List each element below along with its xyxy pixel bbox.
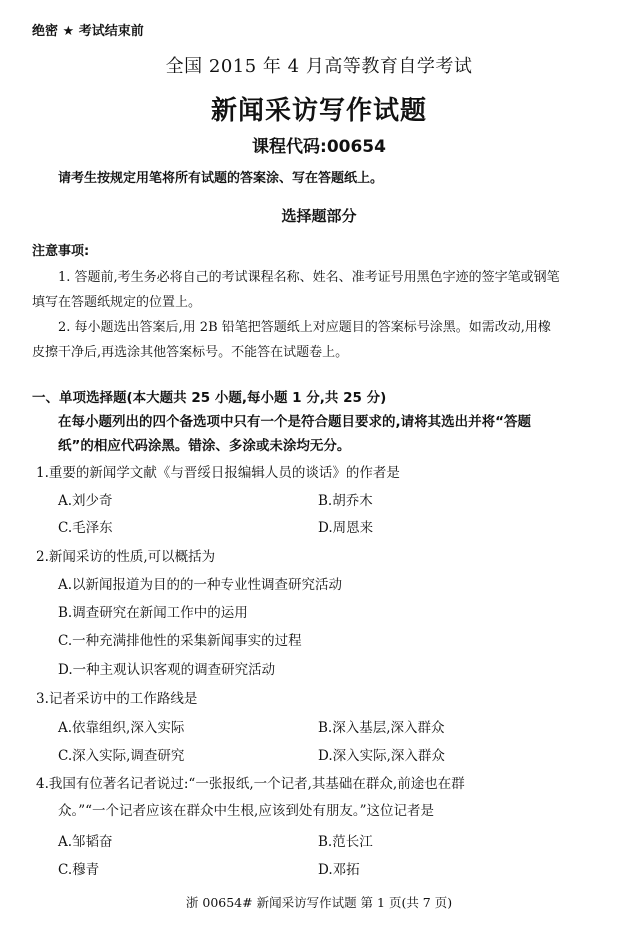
subject-title: 新闻采访写作试题	[210, 96, 427, 126]
question-option: C.毛泽东	[58, 520, 113, 536]
question-option: A.以新闻报道为目的的一种专业性调查研究活动	[58, 577, 343, 593]
question-option: A.依靠组织,深入实际	[58, 720, 185, 736]
question-option: B.调查研究在新闻工作中的运用	[58, 605, 248, 621]
question-option: C.穆青	[58, 862, 100, 878]
part-description: 纸”的相应代码涂黑。错涂、多涂或未涂均无分。	[58, 438, 351, 454]
question-option: D.邓拓	[318, 862, 360, 878]
note-line: 1. 答题前,考生务必将自己的考试课程名称、姓名、准考证号用黑色字迹的签字笔或钢笔	[58, 270, 560, 285]
question-option: B.胡乔木	[318, 493, 373, 509]
question-stem: 1.重要的新闻学文献《与晋绥日报编辑人员的谈话》的作者是	[36, 465, 400, 481]
exam-title: 全国 2015 年 4 月高等教育自学考试	[165, 56, 473, 77]
part-description: 在每小题列出的四个备选项中只有一个是符合题目要求的,请将其选出并将“答题	[58, 414, 531, 430]
question-stem: 众。”“一个记者应该在群众中生根,应该到处有朋友。”这位记者是	[58, 803, 434, 819]
question-stem: 3.记者采访中的工作路线是	[36, 691, 198, 707]
answer-instruction: 请考生按规定用笔将所有试题的答案涂、写在答题纸上。	[58, 171, 384, 186]
question-option: B.范长江	[318, 834, 373, 850]
question-stem: 2.新闻采访的性质,可以概括为	[36, 549, 216, 565]
note-line: 填写在答题纸规定的位置上。	[32, 295, 202, 310]
page-footer: 浙 00654# 新闻采访写作试题 第 1 页(共 7 页)	[185, 895, 453, 910]
question-option: D.一种主观认识客观的调查研究活动	[58, 662, 276, 678]
question-option: C.深入实际,调查研究	[58, 748, 185, 764]
confidential-label: 绝密 ★ 考试结束前	[32, 24, 144, 39]
note-line: 2. 每小题选出答案后,用 2B 铅笔把答题纸上对应题目的答案标号涂黑。如需改动,用橡	[58, 320, 551, 335]
section-title-choice: 选择题部分	[281, 207, 357, 225]
question-option: C.一种充满排他性的采集新闻事实的过程	[58, 633, 302, 649]
question-option: D.深入实际,深入群众	[318, 748, 445, 764]
question-stem: 4.我国有位著名记者说过:“一张报纸,一个记者,其基础在群众,前途也在群	[36, 776, 465, 792]
part-title: 一、单项选择题(本大题共 25 小题,每小题 1 分,共 25 分)	[32, 390, 387, 406]
question-option: B.深入基层,深入群众	[318, 720, 445, 736]
notes-heading: 注意事项:	[32, 244, 90, 259]
question-option: A.邹韬奋	[58, 834, 113, 850]
note-line: 皮擦干净后,再选涂其他答案标号。不能答在试题卷上。	[32, 345, 349, 360]
question-option: D.周恩来	[318, 520, 374, 536]
question-option: A.刘少奇	[58, 493, 113, 509]
course-code: 课程代码:00654	[252, 137, 386, 157]
